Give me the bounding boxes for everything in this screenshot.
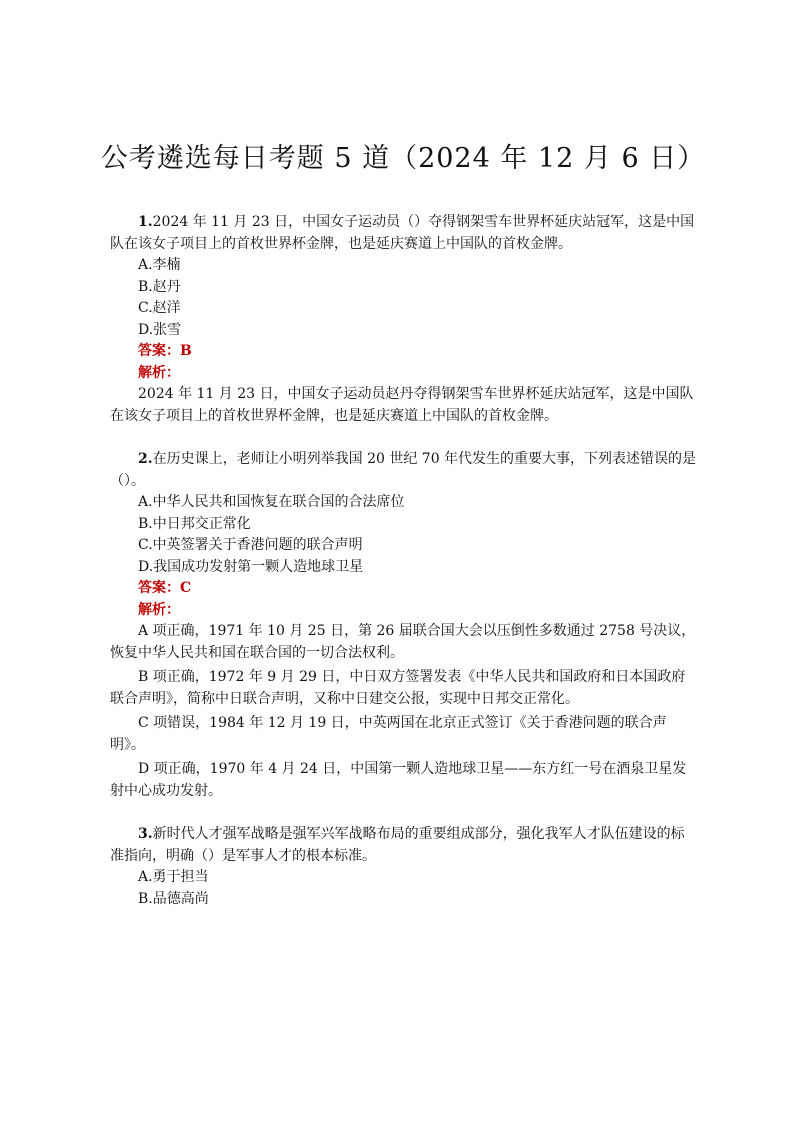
question-1 (110, 212, 698, 427)
option-b: B.品德高尚 (138, 890, 209, 907)
option-c: C.赵洋 (138, 300, 181, 316)
question-text: 新时代人才强军战略是强军兴军战略布局的重要组成部分，强化我军人才队伍建设的标准指向，明确（）是军事人才的根本标准。 (110, 826, 685, 864)
question-text: 2024 年 11 月 23 日，中国女子运动员（）夺得钢架雪车世界杯延庆站冠军，这是中国队在该女子项目上的首枚世界杯金牌，也是延庆赛道上中国队的首枚金牌。 (110, 214, 695, 252)
analysis-paragraph: D 项正确，1970 年 4 月 24 日，中国第一颗人造地球卫星——东方红一号在酒泉卫星发射中心成功发射。 (110, 761, 687, 799)
analysis-label: 解析： (138, 601, 180, 618)
question-3 (110, 824, 698, 910)
option-c: C.中英签署关于香港问题的联合声明 (138, 537, 363, 553)
option-d: D.张雪 (138, 321, 182, 338)
document-title: 公考遴选每日考题 5 道（2024 年 12 月 6 日） (100, 143, 706, 174)
answer-label: 答案：B (138, 343, 192, 359)
question-2 (110, 449, 698, 802)
question-stem (110, 212, 698, 255)
analysis-paragraph: B 项正确，1972 年 9 月 29 日，中日双方签署发表《中华人民共和国政府和日本国政府联合声明》，简称中日联合声明，又称中日建交公报，实现中日邦交正常化。 (110, 669, 686, 707)
analysis-paragraph: C 项错误，1984 年 12 月 19 日，中英两国在北京正式签订《关于香港问题的联合声明》。 (110, 715, 667, 753)
question-number: 3. (138, 826, 153, 842)
analysis-label: 解析： (138, 364, 180, 381)
question-stem (110, 824, 698, 867)
question-number: 2. (138, 451, 153, 467)
option-a: A.勇于担当 (138, 869, 209, 885)
question-number: 1. (138, 214, 153, 230)
document-body (110, 212, 698, 932)
question-stem (110, 449, 698, 492)
option-b: B.中日邦交正常化 (138, 515, 251, 532)
analysis-paragraph: A 项正确，1971 年 10 月 25 日，第 26 届联合国大会以压倒性多数通过 2758 号决议，恢复中华人民共和国在联合国的一切合法权利。 (110, 623, 696, 661)
option-a: A.中华人民共和国恢复在联合国的合法席位 (138, 494, 405, 510)
analysis-paragraph: 2024 年 11 月 23 日，中国女子运动员赵丹夺得钢架雪车世界杯延庆站冠军，这是中国队在该女子项目上的首枚世界杯金牌，也是延庆赛道上中国队的首枚金牌。 (110, 386, 694, 424)
option-b: B.赵丹 (138, 278, 181, 295)
answer-label: 答案：C (138, 580, 192, 596)
question-text: 在历史课上，老师让小明列举我国 20 世纪 70 年代发生的重要大事，下列表述错误的是（）。 (110, 451, 697, 489)
option-a: A.李楠 (138, 257, 181, 273)
option-d: D.我国成功发射第一颗人造地球卫星 (138, 558, 364, 575)
